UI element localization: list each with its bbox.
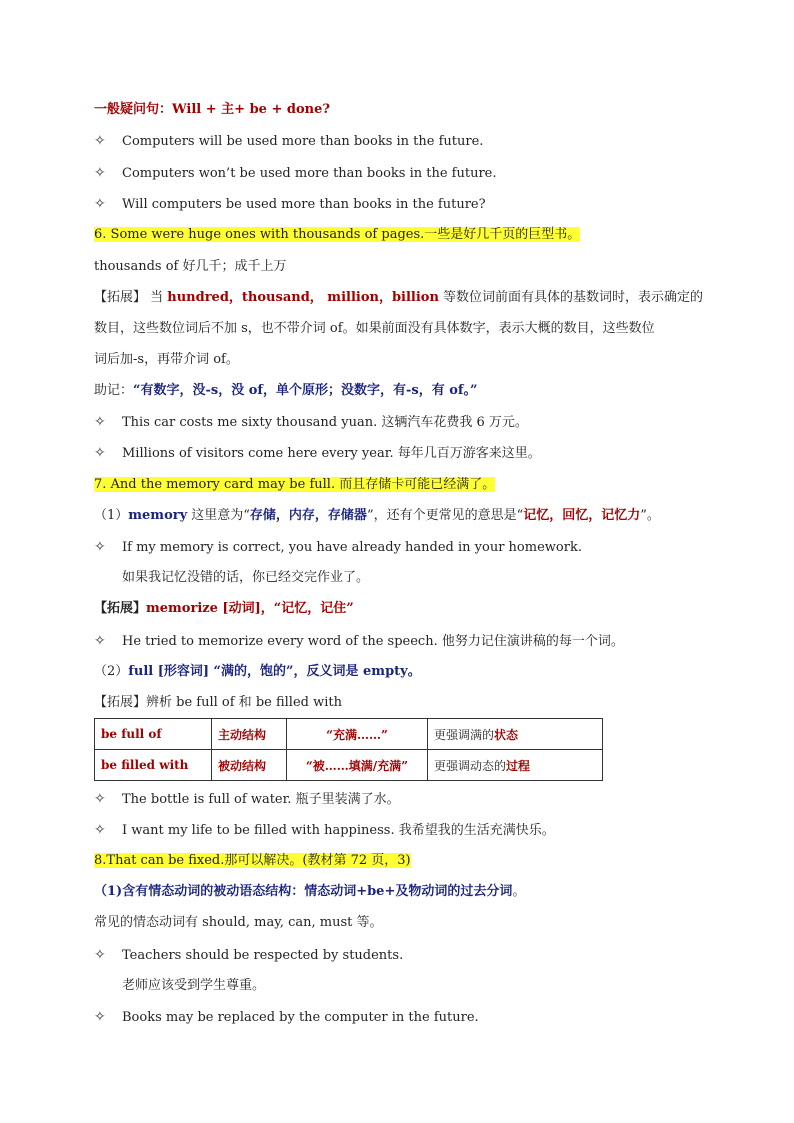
- point-7: [94, 476, 495, 494]
- example-4: [94, 413, 528, 432]
- extension-compare: 【拓展】辨析 be full of 和 be filled with: [94, 695, 342, 710]
- example-text: Books may be replaced by the computer in the future.: [122, 1010, 479, 1025]
- ext-text: 等数位词前面有具体的基数词时，表示确定的: [438, 290, 704, 305]
- example-5: [94, 444, 541, 463]
- example-text: Teachers should be respected by students.: [122, 948, 404, 963]
- extension-line-2: 数目，这些数位词后不加 s，也不带介词 of。如果前面没有具体数字，表示大概的数目，这些数位: [94, 321, 655, 336]
- example-7: [94, 632, 624, 651]
- t2: ”，还有个更常见的意思是“: [366, 508, 524, 523]
- table-row: [95, 750, 603, 781]
- thousands-of-note: thousands of 好几千；成千上万: [94, 259, 287, 274]
- example-10: [94, 946, 403, 965]
- point-6: [94, 226, 580, 244]
- bullet-icon: ✧: [94, 947, 106, 963]
- example-text: If my memory is correct, you have already handed in your homework.: [122, 540, 582, 555]
- point-7-text: 7. And the memory card may be full. 而且存储卡可能已经满了。: [94, 477, 496, 492]
- point-8-text: 8.That can be fixed.那可以解决。(教材第 72 页，3): [94, 853, 411, 868]
- extension-line-3: 词后加-s，再带介词 of。: [94, 352, 239, 367]
- ext-label: 【拓展】 当: [94, 290, 168, 305]
- bullet-icon: ✧: [94, 822, 106, 838]
- bullet-icon: ✧: [94, 133, 106, 149]
- table-cell: “充满……”: [287, 719, 428, 750]
- table-cell: 主动结构: [212, 719, 287, 750]
- example-2: [94, 164, 497, 183]
- extension-memorize: [94, 600, 354, 618]
- mnemonic-text: “有数字，没-s，没 of，单个原形；没数字，有-s，有 of。”: [133, 383, 478, 398]
- bullet-icon: ✧: [94, 1009, 106, 1025]
- ext-label: 【拓展】: [94, 601, 147, 616]
- num: （2）: [94, 664, 129, 679]
- modal-verbs-list: 常见的情态动词有 should, may, can, must 等。: [94, 915, 383, 930]
- memory-note: [94, 507, 660, 525]
- modal-passive-note: [94, 883, 525, 901]
- example-text: Computers will be used more than books in the future.: [122, 134, 484, 149]
- comparison-table: [94, 718, 603, 781]
- point-6-text: 6. Some were huge ones with thousands of pages.一些是好几千页的巨型书。: [94, 227, 581, 242]
- bullet-icon: ✧: [94, 165, 106, 181]
- bullet-icon: ✧: [94, 414, 106, 430]
- cell-emph: 状态: [494, 727, 519, 742]
- full-text: full [形容词] “满的，饱的”，反义词是 empty。: [128, 664, 421, 679]
- cell-text: 更强调动态的: [434, 758, 507, 773]
- example-text: Millions of visitors come here every year. 每年几百万游客来这里。: [122, 446, 541, 461]
- mnemonic-label: 助记：: [94, 383, 134, 398]
- cell-emph: 过程: [506, 758, 531, 773]
- table-cell: be filled with: [95, 750, 212, 781]
- table-cell: be full of: [95, 719, 212, 750]
- example-11: [94, 1008, 479, 1027]
- table-cell: “被……填满/充满”: [287, 750, 428, 781]
- bullet-icon: ✧: [94, 539, 106, 555]
- bullet-icon: ✧: [94, 196, 106, 212]
- note-formula: 情态动词+be+及物动词的过去分词: [304, 884, 513, 899]
- meaning-2: 记忆，回忆，记忆力: [523, 508, 641, 523]
- cell-text: 更强调满的: [434, 727, 495, 742]
- example-8: [94, 790, 400, 809]
- heading-formula: Will + 主+ be + done?: [172, 102, 330, 117]
- example-text: Will computers be used more than books in the future?: [122, 197, 486, 212]
- mnemonic: [94, 382, 477, 400]
- table-cell: [428, 750, 603, 781]
- ext-words: hundred，thousand， million，billion: [167, 290, 439, 305]
- table-cell: 被动结构: [212, 750, 287, 781]
- example-text: He tried to memorize every word of the speech. 他努力记住演讲稿的每一个词。: [122, 634, 624, 649]
- example-10-translation: 老师应该受到学生尊重。: [122, 978, 266, 993]
- example-text: Computers won’t be used more than books in the future.: [122, 166, 497, 181]
- table-row: [95, 719, 603, 750]
- example-text: The bottle is full of water. 瓶子里装满了水。: [122, 792, 400, 807]
- example-9: [94, 821, 555, 840]
- word: memory: [128, 508, 188, 523]
- example-6: [94, 538, 582, 557]
- example-6-translation: 如果我记忆没错的话，你已经交完作业了。: [122, 570, 370, 585]
- example-3: [94, 195, 486, 214]
- example-text: I want my life to be filled with happiness. 我希望我的生活充满快乐。: [122, 823, 555, 838]
- example-text: This car costs me sixty thousand yuan. 这辆汽车花费我 6 万元。: [122, 415, 528, 430]
- heading-label: 一般疑问句：: [94, 102, 173, 117]
- note-end: 。: [512, 884, 526, 899]
- ext-text: memorize [动词]，“记忆，记住”: [146, 601, 354, 616]
- full-note: [94, 663, 421, 681]
- meaning-1: 存储，内存，存储器: [249, 508, 367, 523]
- point-8: [94, 852, 411, 870]
- table-cell: [428, 719, 603, 750]
- t1: 这里意为“: [187, 508, 250, 523]
- num: （1）: [94, 508, 129, 523]
- bullet-icon: ✧: [94, 633, 106, 649]
- bullet-icon: ✧: [94, 445, 106, 461]
- bullet-icon: ✧: [94, 791, 106, 807]
- heading-question-form: [94, 101, 330, 119]
- extension-number-words: [94, 289, 703, 307]
- note-label: （1)含有情态动词的被动语态结构：: [94, 884, 305, 899]
- t3: ”。: [640, 508, 660, 523]
- example-1: [94, 132, 483, 151]
